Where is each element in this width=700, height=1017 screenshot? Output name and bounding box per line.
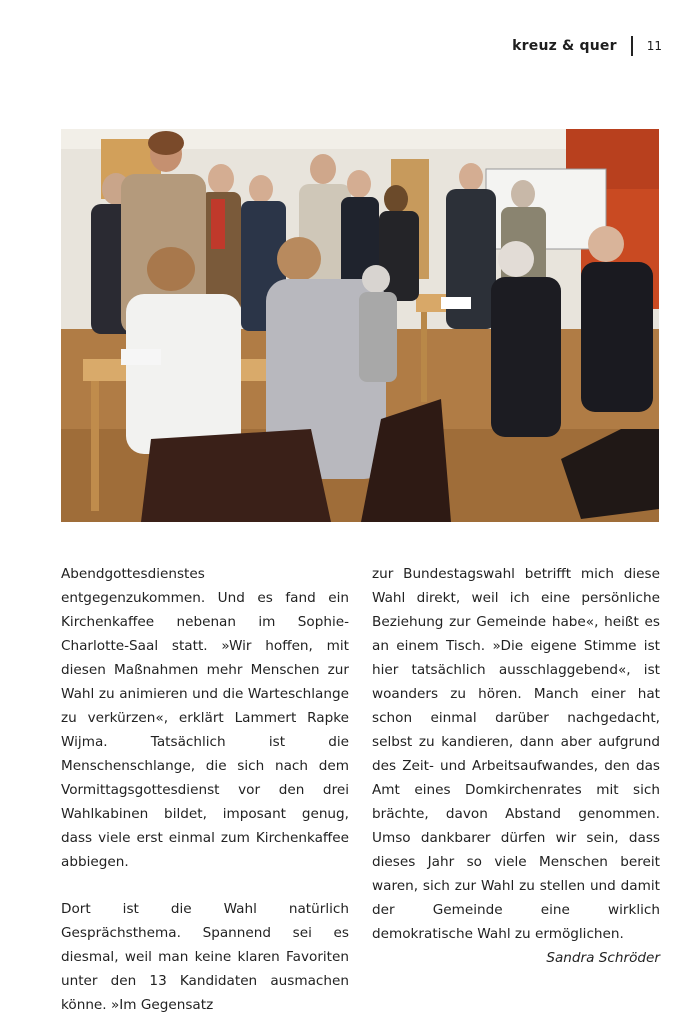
article-column-left — [61, 562, 349, 1017]
article-photo — [61, 129, 659, 522]
voting-scene-illustration — [61, 129, 659, 522]
page-number: 11 — [646, 39, 662, 53]
article-column-right — [372, 562, 660, 970]
author-signature: Sandra Schröder — [546, 950, 660, 966]
page-header — [380, 36, 662, 56]
article-paragraph: Abendgottesdienstes entgegenzukommen. Und es fand ein Kirchenkaffee nebenan im Sophie-Charlotte-Saal statt. »Wir hoffen, mit diesen Maßnahmen mehr Menschen zur Wahl zu animieren und die Warteschlange zu verkürzen«, erklärt Lammert Rapke Wijma. Tatsächlich ist die Menschenschlange, die sich nach dem Vormittagsgottesdienst vor den drei Wahlkabinen bildet, imposant genug, dass viele erst einmal zum Kirchenkaffee abbiegen. — [61, 566, 349, 870]
section-title: kreuz & quer — [512, 38, 617, 54]
article-paragraph: zur Bundestagswahl betrifft mich diese Wahl direkt, weil ich eine persönliche Beziehung zur Gemeinde habe«, heißt es an einem Tisch. »Die eigene Stimme ist hier tatsächlich ausschlaggebend«, ist woanders zu hören. Manch einer hat schon einmal darüber nachgedacht, selbst zu kandieren, dann aber aufgrund des Zeit- und Arbeitsaufwandes, den das Amt eines Domkirchenrates mit sich brächte, davon Abstand genommen. Umso dankbarer dürfen wir sein, dass dieses Jahr so viele Menschen bereit waren, sich zur Wahl zu stellen und damit der Gemeinde eine wirklich demokratische Wahl zu ermöglichen. — [372, 566, 660, 942]
header-divider — [631, 36, 633, 56]
article-paragraph: Dort ist die Wahl natürlich Gesprächsthema. Spannend sei es diesmal, weil man keine klaren Favoriten unter den 13 Kandidaten ausmachen könne. »Im Gegensatz — [61, 901, 349, 1013]
